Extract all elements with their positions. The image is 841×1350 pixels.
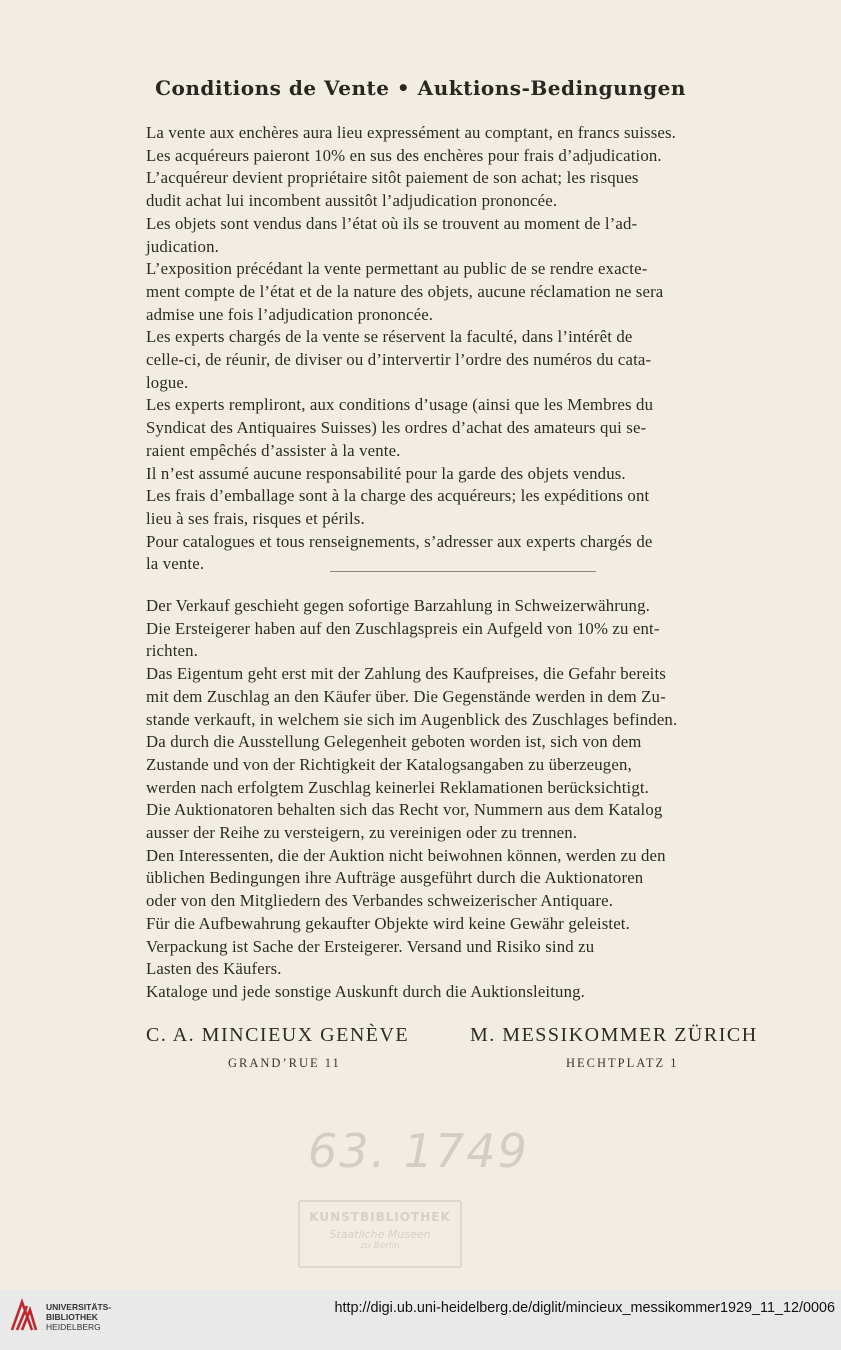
permalink-url[interactable]: http://digi.ub.uni-heidelberg.de/diglit/mincieux_messikommer1929_11_12/0006 [334,1300,835,1316]
logo-line: HEIDELBERG [46,1322,101,1332]
text-line: Verpackung ist Sache der Ersteigerer. Versand und Risiko sind zu [146,936,595,956]
stamp-line: KUNSTBIBLIOTHEK [309,1210,451,1224]
french-conditions [146,122,782,576]
text-line: Kataloge und jede sonstige Auskunft durch die Auktionsleitung. [146,981,586,1001]
text-line: Les acquéreurs paieront 10% en sus des enchères pour frais d’adjudication. [146,145,662,165]
text-line: admise une fois l’adjudication prononcée. [146,304,434,324]
text-line: Les experts rempliront, aux conditions d’usage (ainsi que les Membres du [146,395,654,415]
expert-address-geneve: GRAND’RUE 11 [228,1056,341,1070]
text-line: Les experts chargés de la vente se réservent la faculté, dans l’intérêt de [146,327,633,347]
expert-address-zurich: HECHTPLATZ 1 [566,1056,679,1070]
text-line: logue. [146,372,189,392]
text-line: L’acquéreur devient propriétaire sitôt paiement de son achat; les risques [146,168,639,188]
text-line: werden nach erfolgtem Zuschlag keinerlei Reklamationen berücksichtigt. [146,777,650,797]
text-line: oder von den Mitgliedern des Verbandes schweizerischer Antiquare. [146,891,614,911]
text-line: Die Ersteigerer haben auf den Zuschlagspreis ein Aufgeld von 10% zu ent- [146,618,660,638]
text-line: Den Interessenten, die der Auktion nicht beiwohnen können, werden zu den [146,845,666,865]
library-stamp [298,1200,462,1268]
text-line: ausser der Reihe zu versteigern, zu vereinigen oder zu trennen. [146,823,578,843]
logo-line: UNIVERSITÄTS- [46,1302,112,1312]
text-line: Pour catalogues et tous renseignements, s’adresser aux experts chargés de [146,531,653,551]
text-line: Les frais d’emballage sont à la charge des acquéreurs; les expéditions ont [146,486,650,506]
german-conditions [146,595,782,1004]
text-line: lieu à ses frais, risques et périls. [146,508,365,528]
viewer-footer [0,1290,841,1350]
text-line: richten. [146,641,198,661]
text-line: üblichen Bedingungen ihre Aufträge ausgeführt durch die Auktionatoren [146,868,644,888]
expert-name-zurich: M. MESSIKOMMER ZÜRICH [470,1024,758,1046]
text-line: celle-ci, de réunir, de diviser ou d’intervertir l’ordre des numéros du cata- [146,350,652,370]
stamp-line: zu Berlin [360,1241,400,1251]
text-line: raient empêchés d’assister à la vente. [146,440,401,460]
text-line: judication. [146,236,219,256]
university-library-logo-icon[interactable] [8,1298,40,1334]
text-line: Les objets sont vendus dans l’état où ils se trouvent au moment de l’ad- [146,213,638,233]
text-line: Il n’est assumé aucune responsabilité pour la garde des objets vendus. [146,463,626,483]
text-line: stande verkauft, in welchem sie sich im Augenblick des Zuschlages befinden. [146,709,678,729]
text-line: dudit achat lui incombent aussitôt l’adjudication prononcée. [146,191,558,211]
text-line: Lasten des Käufers. [146,959,282,979]
text-line: Die Auktionatoren behalten sich das Recht vor, Nummern aus dem Katalog [146,800,663,820]
section-divider [330,571,596,572]
logo-line: BIBLIOTHEK [46,1312,98,1322]
text-line: Da durch die Ausstellung Gelegenheit geboten worden ist, sich von dem [146,732,642,752]
text-line: mit dem Zuschlag an den Käufer über. Die Gegenstände werden in dem Zu- [146,686,666,706]
stamp-line: Staatliche Museen [329,1228,431,1241]
university-library-name[interactable] [46,1302,111,1332]
text-line: Für die Aufbewahrung gekaufter Objekte wird keine Gewähr geleistet. [146,913,630,933]
text-line: La vente aux enchères aura lieu expressément au comptant, en francs suisses. [146,123,677,142]
text-line: Das Eigentum geht erst mit der Zahlung des Kaufpreises, die Gefahr bereits [146,664,666,684]
text-line: ment compte de l’état et de la nature des objets, aucune réclamation ne sera [146,281,664,301]
page-title: Conditions de Vente • Auktions-Bedingungen [155,76,686,100]
handwritten-shelfmark: 63. 1749 [308,1124,529,1178]
text-line: la vente. [146,554,205,574]
expert-name-geneve: C. A. MINCIEUX GENÈVE [146,1024,410,1046]
text-line: Der Verkauf geschieht gegen sofortige Barzahlung in Schweizerwährung. [146,596,650,615]
text-line: Syndicat des Antiquaires Suisses) les ordres d’achat des amateurs qui se- [146,418,647,438]
text-line: Zustande und von der Richtigkeit der Katalogsangaben zu überzeugen, [146,754,632,774]
text-line: L’exposition précédant la vente permettant au public de se rendre exacte- [146,259,648,279]
